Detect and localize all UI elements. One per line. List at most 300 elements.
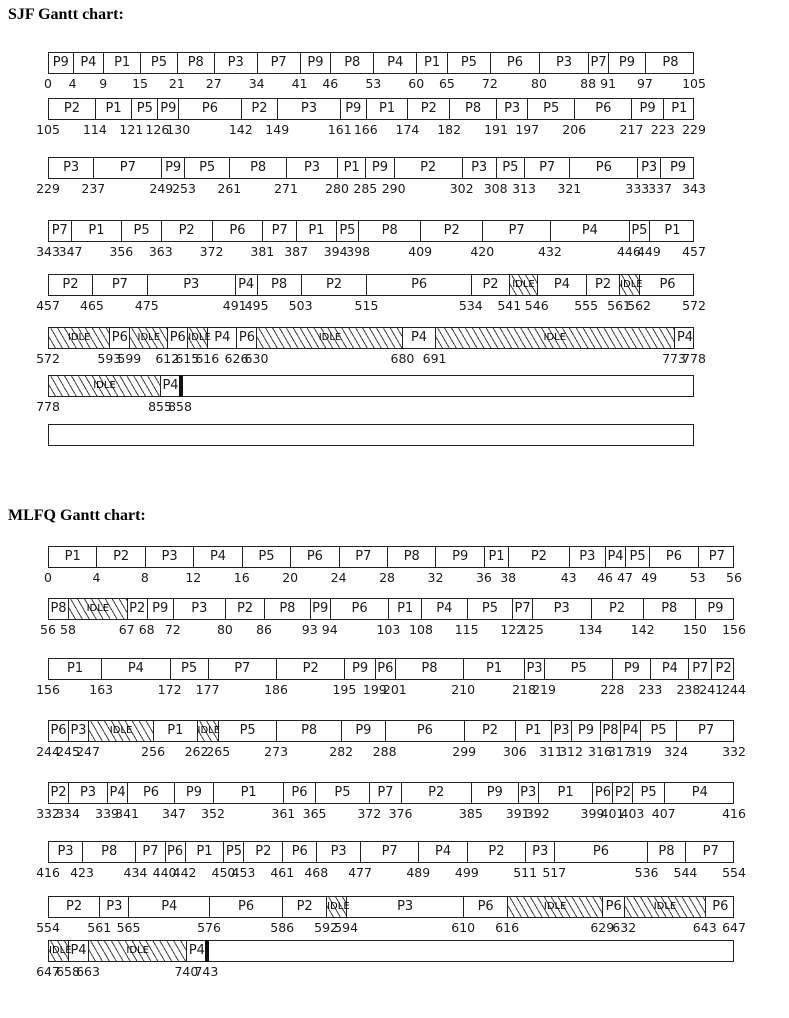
process-segment: P4 bbox=[108, 783, 128, 803]
process-segment: P4 bbox=[403, 328, 435, 348]
time-tick: 280 bbox=[325, 181, 349, 196]
process-segment: P4 bbox=[187, 941, 207, 961]
time-tick: 38 bbox=[500, 570, 517, 585]
process-segment: P4 bbox=[236, 275, 258, 295]
time-tick: 536 bbox=[634, 865, 659, 880]
time-tick: 356 bbox=[109, 244, 134, 259]
time-tick: 647 bbox=[36, 964, 60, 979]
time-tick: 616 bbox=[195, 351, 220, 366]
time-tick: 197 bbox=[515, 122, 540, 137]
process-segment: P4 bbox=[419, 842, 468, 862]
process-segment: P6 bbox=[237, 328, 257, 348]
time-tick: 457 bbox=[682, 244, 706, 259]
process-segment: P4 bbox=[538, 275, 587, 295]
process-segment: P7 bbox=[483, 221, 551, 241]
process-segment: P3 bbox=[148, 275, 236, 295]
process-segment: P8 bbox=[359, 221, 421, 241]
time-tick: 446 bbox=[616, 244, 641, 259]
process-segment: P5 bbox=[337, 221, 360, 241]
process-segment: P5 bbox=[185, 158, 230, 178]
time-tick: 475 bbox=[134, 298, 159, 313]
time-tick: 195 bbox=[332, 682, 357, 697]
idle-segment: IDLE bbox=[508, 897, 603, 917]
time-tick: 49 bbox=[641, 570, 658, 585]
time-tick: 182 bbox=[437, 122, 462, 137]
process-segment: P4 bbox=[102, 659, 170, 679]
time-tick: 491 bbox=[222, 298, 247, 313]
time-tick: 241 bbox=[699, 682, 724, 697]
time-tick: 332 bbox=[722, 744, 746, 759]
idle-segment: IDLE bbox=[49, 941, 69, 961]
time-tick: 691 bbox=[422, 351, 447, 366]
process-segment: P1 bbox=[49, 659, 102, 679]
time-tick: 554 bbox=[722, 865, 746, 880]
time-tick: 572 bbox=[36, 351, 60, 366]
time-tick: 68 bbox=[138, 622, 155, 637]
process-segment: P2 bbox=[242, 99, 278, 119]
process-segment: P3 bbox=[278, 99, 341, 119]
time-tick: 313 bbox=[512, 181, 536, 196]
time-tick: 594 bbox=[334, 920, 359, 935]
time-tick: 199 bbox=[362, 682, 387, 697]
process-segment: P4 bbox=[551, 221, 630, 241]
time-tick: 16 bbox=[233, 570, 250, 585]
process-segment: P3 bbox=[100, 897, 129, 917]
time-tick: 352 bbox=[201, 806, 225, 821]
process-segment: P3 bbox=[287, 158, 338, 178]
process-segment: P9 bbox=[341, 99, 367, 119]
process-segment: P5 bbox=[545, 659, 613, 679]
process-segment: P7 bbox=[689, 659, 712, 679]
process-segment: P8 bbox=[277, 721, 342, 741]
process-segment: P8 bbox=[396, 659, 464, 679]
time-tick: 217 bbox=[619, 122, 644, 137]
time-tick: 381 bbox=[250, 244, 275, 259]
idle-segment: IDLE bbox=[130, 328, 168, 348]
time-tick: 105 bbox=[36, 122, 60, 137]
time-tick: 630 bbox=[244, 351, 269, 366]
process-segment: P8 bbox=[662, 55, 679, 70]
time-tick: 32 bbox=[427, 570, 444, 585]
process-segment: P5 bbox=[243, 547, 291, 567]
time-tick: 554 bbox=[36, 920, 60, 935]
time-tick: 80 bbox=[216, 622, 233, 637]
process-segment: P5 bbox=[528, 99, 575, 119]
process-segment: P1 bbox=[664, 223, 681, 238]
time-tick: 108 bbox=[409, 622, 433, 637]
process-segment: P6 bbox=[464, 897, 508, 917]
process-segment: P6 bbox=[593, 783, 613, 803]
time-tick: 4 bbox=[92, 570, 101, 585]
process-segment: P9 bbox=[158, 99, 179, 119]
time-tick: 302 bbox=[449, 181, 474, 196]
process-segment: P2 bbox=[128, 599, 148, 619]
time-tick: 56 bbox=[40, 622, 56, 637]
time-tick: 142 bbox=[228, 122, 253, 137]
time-tick: 156 bbox=[722, 622, 746, 637]
time-tick: 495 bbox=[244, 298, 269, 313]
process-segment: P5 bbox=[633, 783, 664, 803]
process-segment: P6 bbox=[210, 897, 283, 917]
time-tick: 125 bbox=[519, 622, 544, 637]
time-tick: 53 bbox=[365, 76, 382, 91]
time-tick: 420 bbox=[470, 244, 495, 259]
gantt-row bbox=[48, 546, 734, 568]
time-tick: 142 bbox=[630, 622, 655, 637]
time-tick: 253 bbox=[172, 181, 196, 196]
time-tick: 282 bbox=[329, 744, 354, 759]
process-segment: P6 bbox=[659, 277, 676, 292]
time-tick: 114 bbox=[82, 122, 107, 137]
process-segment: P5 bbox=[468, 599, 514, 619]
idle-segment: IDLE bbox=[49, 376, 161, 396]
idle-segment: IDLE bbox=[89, 721, 154, 741]
process-segment: P2 bbox=[465, 721, 516, 741]
process-segment: P5 bbox=[141, 53, 178, 73]
process-segment: P2 bbox=[277, 659, 345, 679]
time-tick: 262 bbox=[184, 744, 209, 759]
process-segment: P3 bbox=[49, 842, 83, 862]
process-segment: P8 bbox=[331, 53, 374, 73]
time-tick: 163 bbox=[89, 682, 114, 697]
time-tick: 555 bbox=[574, 298, 599, 313]
time-tick: 8 bbox=[140, 570, 149, 585]
time-tick: 453 bbox=[231, 865, 256, 880]
process-segment: P4 bbox=[130, 897, 211, 917]
time-tick: 442 bbox=[172, 865, 197, 880]
end-marker bbox=[205, 940, 209, 962]
process-segment: P6 bbox=[168, 328, 188, 348]
time-tick: 161 bbox=[327, 122, 352, 137]
process-segment: P7 bbox=[525, 158, 570, 178]
gantt-row bbox=[48, 896, 734, 918]
time-tick: 565 bbox=[116, 920, 141, 935]
process-segment: P5 bbox=[219, 721, 277, 741]
process-segment: P6 bbox=[179, 99, 242, 119]
process-segment: P8 bbox=[450, 99, 497, 119]
time-tick: 334 bbox=[56, 806, 80, 821]
gantt-row bbox=[48, 782, 734, 804]
process-segment: P9 bbox=[162, 158, 185, 178]
process-segment: P1 bbox=[671, 101, 688, 116]
gantt-row bbox=[48, 598, 734, 620]
idle-segment: IDLE bbox=[327, 897, 347, 917]
process-segment: P2 bbox=[49, 99, 96, 119]
process-segment: P8 bbox=[258, 275, 302, 295]
process-segment: P7 bbox=[589, 53, 609, 73]
time-tick: 629 bbox=[590, 920, 615, 935]
idle-segment: IDLE bbox=[625, 897, 706, 917]
process-segment: P3 bbox=[146, 547, 194, 567]
process-segment: P2 bbox=[715, 661, 732, 676]
time-tick: 572 bbox=[682, 298, 706, 313]
time-tick: 680 bbox=[390, 351, 415, 366]
process-segment: P2 bbox=[49, 783, 69, 803]
process-segment: P9 bbox=[613, 659, 651, 679]
process-segment: P4 bbox=[74, 53, 105, 73]
process-segment: P4 bbox=[606, 547, 626, 567]
time-tick: 174 bbox=[395, 122, 420, 137]
idle-segment: IDLE bbox=[257, 328, 403, 348]
time-tick: 256 bbox=[141, 744, 166, 759]
process-segment: P1 bbox=[96, 99, 132, 119]
process-segment: P8 bbox=[265, 599, 311, 619]
process-segment: P9 bbox=[472, 783, 519, 803]
process-segment: P3 bbox=[540, 53, 589, 73]
process-segment: P7 bbox=[513, 599, 533, 619]
time-tick: 0 bbox=[44, 76, 52, 91]
process-segment: P3 bbox=[69, 721, 89, 741]
process-segment: P4 bbox=[422, 599, 468, 619]
time-tick: 9 bbox=[99, 76, 108, 91]
time-tick: 449 bbox=[636, 244, 661, 259]
process-segment: P2 bbox=[408, 99, 450, 119]
time-tick: 440 bbox=[152, 865, 177, 880]
process-segment: P3 bbox=[215, 53, 258, 73]
process-segment: P3 bbox=[497, 99, 528, 119]
process-segment: P7 bbox=[93, 275, 148, 295]
time-tick: 773 bbox=[662, 351, 686, 366]
time-tick: 94 bbox=[321, 622, 338, 637]
process-segment: P9 bbox=[436, 547, 484, 567]
process-segment: P7 bbox=[708, 549, 725, 564]
process-segment: P4 bbox=[676, 330, 694, 345]
process-segment: P9 bbox=[49, 53, 74, 73]
time-tick: 67 bbox=[118, 622, 135, 637]
process-segment: P2 bbox=[283, 897, 327, 917]
time-tick: 321 bbox=[557, 181, 582, 196]
time-tick: 149 bbox=[265, 122, 290, 137]
time-tick: 562 bbox=[627, 298, 652, 313]
time-tick: 150 bbox=[682, 622, 707, 637]
process-segment: P9 bbox=[632, 99, 663, 119]
process-segment: P6 bbox=[166, 842, 186, 862]
time-tick: 663 bbox=[76, 964, 100, 979]
process-segment: P6 bbox=[386, 721, 466, 741]
process-segment: P6 bbox=[110, 328, 130, 348]
process-segment: P5 bbox=[224, 842, 244, 862]
process-segment: P6 bbox=[331, 599, 390, 619]
process-segment: P4 bbox=[691, 785, 708, 800]
process-segment: P1 bbox=[389, 599, 422, 619]
process-segment: P6 bbox=[128, 783, 175, 803]
process-segment: P1 bbox=[464, 659, 525, 679]
idle-segment: IDLE bbox=[198, 721, 220, 741]
time-tick: 341 bbox=[115, 806, 139, 821]
process-segment: P7 bbox=[361, 842, 419, 862]
time-tick: 56 bbox=[726, 570, 742, 585]
gantt-row bbox=[48, 940, 734, 962]
time-tick: 347 bbox=[162, 806, 186, 821]
time-tick: 610 bbox=[451, 920, 476, 935]
process-segment: P6 bbox=[283, 842, 317, 862]
time-tick: 515 bbox=[354, 298, 379, 313]
time-tick: 290 bbox=[381, 181, 406, 196]
time-tick: 233 bbox=[638, 682, 663, 697]
process-segment: P6 bbox=[49, 721, 69, 741]
process-segment: P5 bbox=[316, 783, 371, 803]
time-tick: 24 bbox=[330, 570, 347, 585]
process-segment: P6 bbox=[213, 221, 264, 241]
time-tick: 403 bbox=[620, 806, 645, 821]
time-tick: 201 bbox=[382, 682, 407, 697]
time-tick: 186 bbox=[264, 682, 288, 697]
process-segment: P3 bbox=[526, 842, 555, 862]
time-tick: 416 bbox=[722, 806, 746, 821]
time-tick: 391 bbox=[505, 806, 530, 821]
process-segment: P2 bbox=[468, 842, 526, 862]
time-tick: 46 bbox=[322, 76, 339, 91]
time-tick: 218 bbox=[512, 682, 536, 697]
process-segment: P1 bbox=[297, 221, 336, 241]
time-tick: 409 bbox=[408, 244, 433, 259]
process-segment: P6 bbox=[570, 158, 638, 178]
process-segment: P8 bbox=[230, 158, 287, 178]
process-segment: P3 bbox=[533, 599, 592, 619]
time-tick: 489 bbox=[406, 865, 431, 880]
time-tick: 60 bbox=[408, 76, 425, 91]
process-segment: P1 bbox=[49, 547, 97, 567]
process-segment: P6 bbox=[603, 897, 625, 917]
process-segment: P8 bbox=[648, 842, 687, 862]
process-segment: P3 bbox=[49, 158, 94, 178]
process-segment: P2 bbox=[592, 599, 644, 619]
process-segment: P4 bbox=[374, 53, 417, 73]
process-segment: P5 bbox=[132, 99, 158, 119]
time-tick: 156 bbox=[36, 682, 60, 697]
process-segment: P3 bbox=[519, 783, 539, 803]
process-segment: P4 bbox=[621, 721, 641, 741]
time-tick: 401 bbox=[600, 806, 625, 821]
process-segment: P2 bbox=[162, 221, 213, 241]
process-segment: P3 bbox=[552, 721, 572, 741]
time-tick: 372 bbox=[357, 806, 382, 821]
time-tick: 121 bbox=[119, 122, 144, 137]
time-tick: 191 bbox=[484, 122, 508, 137]
process-segment: P1 bbox=[72, 221, 123, 241]
time-tick: 347 bbox=[58, 244, 83, 259]
process-segment: P5 bbox=[497, 158, 525, 178]
time-tick: 126 bbox=[145, 122, 170, 137]
process-segment: P7 bbox=[370, 783, 401, 803]
process-segment: P6 bbox=[575, 99, 632, 119]
time-tick: 97 bbox=[636, 76, 653, 91]
time-tick: 743 bbox=[194, 964, 219, 979]
time-tick: 43 bbox=[560, 570, 577, 585]
time-tick: 20 bbox=[282, 570, 299, 585]
process-segment: P7 bbox=[697, 723, 715, 738]
process-segment: P2 bbox=[226, 599, 265, 619]
process-segment: P7 bbox=[49, 221, 72, 241]
time-tick: 312 bbox=[559, 744, 583, 759]
time-tick: 88 bbox=[580, 76, 597, 91]
time-tick: 229 bbox=[36, 181, 60, 196]
time-tick: 72 bbox=[481, 76, 498, 91]
time-tick: 12 bbox=[185, 570, 202, 585]
process-segment: P6 bbox=[367, 275, 471, 295]
process-segment: P2 bbox=[49, 275, 93, 295]
time-tick: 130 bbox=[166, 122, 191, 137]
time-tick: 632 bbox=[612, 920, 637, 935]
time-tick: 273 bbox=[264, 744, 289, 759]
process-segment: P6 bbox=[712, 899, 729, 914]
process-segment: P1 bbox=[214, 783, 284, 803]
time-tick: 41 bbox=[291, 76, 308, 91]
time-tick: 592 bbox=[314, 920, 339, 935]
time-tick: 544 bbox=[673, 865, 698, 880]
time-tick: 103 bbox=[376, 622, 401, 637]
time-tick: 616 bbox=[495, 920, 520, 935]
time-tick: 363 bbox=[148, 244, 173, 259]
time-tick: 65 bbox=[438, 76, 455, 91]
time-tick: 576 bbox=[197, 920, 221, 935]
time-tick: 21 bbox=[168, 76, 185, 91]
time-tick: 34 bbox=[248, 76, 265, 91]
time-tick: 93 bbox=[301, 622, 318, 637]
idle-segment: IDLE bbox=[510, 275, 537, 295]
time-tick: 423 bbox=[70, 865, 94, 880]
process-segment: P2 bbox=[244, 842, 283, 862]
process-segment: P1 bbox=[104, 53, 141, 73]
process-segment: P2 bbox=[613, 783, 633, 803]
process-segment: P9 bbox=[572, 721, 601, 741]
time-tick: 615 bbox=[175, 351, 200, 366]
time-tick: 288 bbox=[372, 744, 397, 759]
time-tick: 316 bbox=[588, 744, 612, 759]
process-segment: P7 bbox=[258, 53, 301, 73]
time-tick: 237 bbox=[81, 181, 106, 196]
time-tick: 546 bbox=[524, 298, 549, 313]
process-segment: P2 bbox=[421, 221, 483, 241]
time-tick: 398 bbox=[346, 244, 371, 259]
time-tick: 210 bbox=[451, 682, 476, 697]
process-segment: P4 bbox=[194, 547, 242, 567]
process-segment: P2 bbox=[472, 275, 510, 295]
time-tick: 91 bbox=[600, 76, 617, 91]
time-tick: 319 bbox=[628, 744, 652, 759]
time-tick: 285 bbox=[353, 181, 378, 196]
process-segment: P6 bbox=[555, 842, 647, 862]
process-segment: P8 bbox=[644, 599, 696, 619]
time-tick: 306 bbox=[502, 744, 527, 759]
process-segment: P5 bbox=[171, 659, 209, 679]
process-segment: P2 bbox=[97, 547, 145, 567]
time-tick: 372 bbox=[199, 244, 224, 259]
process-segment: P9 bbox=[148, 599, 174, 619]
process-segment: P4 bbox=[69, 941, 89, 961]
sjf-title: SJF Gantt chart: bbox=[8, 6, 124, 23]
time-tick: 647 bbox=[722, 920, 746, 935]
process-segment: P1 bbox=[516, 721, 552, 741]
idle-segment: IDLE bbox=[188, 328, 208, 348]
process-segment: P9 bbox=[342, 721, 385, 741]
time-tick: 465 bbox=[79, 298, 104, 313]
time-tick: 858 bbox=[168, 399, 192, 414]
process-segment: P7 bbox=[94, 158, 162, 178]
time-tick: 434 bbox=[123, 865, 148, 880]
time-tick: 499 bbox=[454, 865, 479, 880]
time-tick: 80 bbox=[531, 76, 547, 91]
process-segment: P4 bbox=[651, 659, 689, 679]
process-segment: P8 bbox=[388, 547, 436, 567]
process-segment: P9 bbox=[175, 783, 214, 803]
time-tick: 361 bbox=[271, 806, 296, 821]
time-tick: 247 bbox=[76, 744, 100, 759]
time-tick: 599 bbox=[117, 351, 142, 366]
process-segment: P2 bbox=[509, 547, 570, 567]
process-segment: P9 bbox=[345, 659, 375, 679]
gantt-row bbox=[48, 720, 734, 742]
